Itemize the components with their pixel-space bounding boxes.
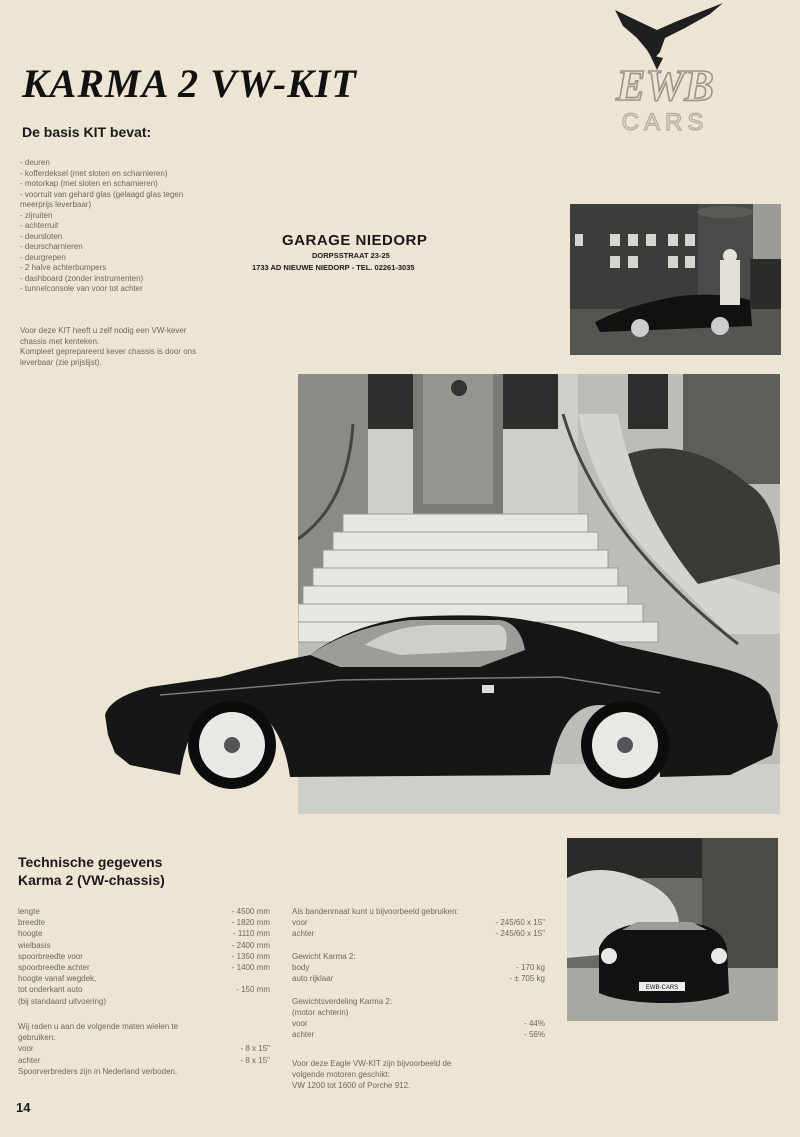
spec-value: - ± 705 kg <box>509 974 545 984</box>
weight-title: Gewicht Karma 2: <box>292 951 356 961</box>
spec-value: - 8 x 15" <box>240 1044 270 1054</box>
spec-value: - 245/60 x 15" <box>495 918 545 928</box>
spec-value: - 1820 mm <box>231 918 270 928</box>
spec-row <box>292 1029 545 1040</box>
note-line: Voor deze KIT heeft u zelf nodig een VW-kever <box>20 326 187 335</box>
engines-line: volgende motoren geschikt: <box>292 1070 390 1079</box>
kit-list <box>20 158 285 295</box>
engines-line: Voor deze Eagle VW-KIT zijn bijvoorbeeld de <box>292 1059 452 1068</box>
spec-value: - 1350 mm <box>231 951 270 961</box>
spec-label: tot onderkant auto <box>18 985 83 995</box>
garage-street: DORPSSTRAAT 23-25 <box>312 251 390 260</box>
spec-label: voor <box>18 1044 34 1054</box>
list-item: - deuren <box>20 158 50 167</box>
kit-note <box>20 326 290 368</box>
eagle-icon <box>615 3 723 70</box>
kit-heading: De basis KIT bevat: <box>22 124 152 140</box>
spec-row <box>18 906 270 917</box>
spec-label: hoogte vanaf wegdek, <box>18 974 97 984</box>
dist-title: Gewichtsverdeling Karma 2: <box>292 996 393 1006</box>
tech-title-line1: Technische gegevens <box>18 854 163 870</box>
page-title: KARMA 2 VW-KIT <box>22 61 357 106</box>
car-front-photo <box>567 838 778 1021</box>
spec-value: - 56% <box>524 1030 545 1040</box>
list-item: - zijruiten <box>20 210 53 220</box>
note-line: Kompleet geprepareerd kever chassis is door ons <box>20 347 197 356</box>
spec-row <box>18 984 270 995</box>
spec-row <box>18 928 270 939</box>
list-item: - kofferdeksel (met sloten en scharnieren) <box>20 168 168 178</box>
spec-label: achter <box>18 1055 41 1065</box>
spec-label: spoorbreedte achter <box>18 962 90 972</box>
spec-label: hoogte <box>18 929 43 939</box>
list-item: meerprijs leverbaar) <box>20 200 92 209</box>
list-item: - voorruit van gehard glas (gelaagd glas tegen <box>20 189 184 199</box>
tyres-intro: Als bandenmaat kunt u bijvoorbeeld gebruiken: <box>292 907 459 916</box>
spec-value: - 1400 mm <box>231 962 270 972</box>
list-item: - dashboard (zonder instrumenten) <box>20 273 144 283</box>
list-item: - 2 halve achterbumpers <box>20 263 107 272</box>
spec-value: - 4500 mm <box>231 907 270 916</box>
spec-row <box>18 940 270 951</box>
spec-row <box>292 917 545 928</box>
spec-label: body <box>292 962 310 972</box>
spec-row <box>18 1055 270 1066</box>
garage-stamp <box>252 232 428 272</box>
spec-label: breedte <box>18 918 46 928</box>
note-line: chassis met kenteken. <box>20 336 100 346</box>
garage-name: GARAGE NIEDORP <box>282 232 428 249</box>
list-item: - deurgrepen <box>20 252 66 262</box>
car-image <box>100 605 780 820</box>
spec-row <box>18 962 270 973</box>
spec-value: - 150 mm <box>236 985 270 995</box>
list-item: - deursloten <box>20 231 63 241</box>
list-item: - achterruit <box>20 221 59 230</box>
spec-value: - 2400 mm <box>231 940 270 950</box>
spec-label: voor <box>292 918 308 928</box>
list-item: - tunnelconsole van voor tot achter <box>20 284 143 293</box>
tech-title <box>18 853 165 889</box>
spec-row <box>18 1043 270 1054</box>
spec-label: lengte <box>18 907 40 916</box>
wheels-intro: Wij raden u aan de volgende maten wielen te <box>18 1022 179 1031</box>
spec-list <box>18 906 270 1007</box>
spec-label: voor <box>292 1018 308 1028</box>
spec-row <box>292 973 545 984</box>
spec-row <box>292 962 545 973</box>
house-photo <box>570 204 781 355</box>
spec-row <box>292 928 545 939</box>
spec-value: - 8 x 15" <box>240 1055 270 1065</box>
dist-subtitle: (motor achterin) <box>292 1007 349 1017</box>
rear-wheel <box>581 701 669 789</box>
logo-subtext: CARS <box>621 109 709 135</box>
garage-town: 1733 AD NIEUWE NIEDORP - TEL. 02261-3035 <box>252 263 415 272</box>
engines-line: VW 1200 tot 1600 of Porche 912. <box>292 1081 411 1090</box>
wheels-intro: gebruiken: <box>18 1033 56 1043</box>
list-item: - motorkap (met sloten en scharnieren) <box>20 179 158 188</box>
spec-value: - 245/60 x 15" <box>495 929 545 939</box>
spec-label: achter <box>292 929 315 939</box>
spec-value: - 170 kg <box>516 962 545 972</box>
spec-row <box>18 996 270 1007</box>
front-wheel <box>188 701 276 789</box>
spec-list-right <box>292 906 545 1040</box>
spec-label: auto rijklaar <box>292 974 334 984</box>
ewb-cars-logo <box>565 0 765 135</box>
list-item: - deurscharnieren <box>20 242 83 251</box>
spec-label: spoorbreedte voor <box>18 951 83 961</box>
spec-label: (bij standaard uitvoering) <box>18 996 107 1006</box>
tech-title-line2: Karma 2 (VW-chassis) <box>18 872 165 888</box>
spec-label: wielbasis <box>18 940 51 950</box>
page-number: 14 <box>16 1100 31 1115</box>
note-line: leverbaar (zie prijslijst). <box>20 357 102 367</box>
logo-text: EWB <box>616 61 714 110</box>
engines-note <box>292 1058 532 1091</box>
wheels-note: Spoorverbreders zijn in Nederland verboden. <box>18 1066 178 1076</box>
spec-row <box>18 973 270 984</box>
spec-row <box>18 917 270 928</box>
spec-label: achter <box>292 1030 315 1040</box>
spec-row <box>292 1018 545 1029</box>
wheels-section <box>18 1021 270 1077</box>
license-plate: EWB-CARS <box>645 985 679 991</box>
spec-value: - 1110 mm <box>232 929 270 939</box>
spec-row <box>18 951 270 962</box>
spec-value: - 44% <box>524 1018 545 1028</box>
